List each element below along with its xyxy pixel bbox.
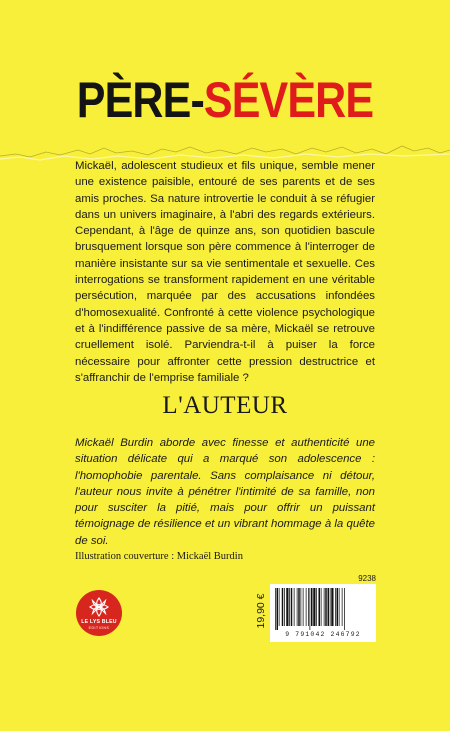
price-label	[253, 582, 269, 640]
barcode-bar	[325, 588, 327, 626]
barcode-bar	[297, 588, 298, 626]
title-part-pere: PÈRE-	[76, 72, 204, 128]
barcode-bar	[284, 588, 285, 626]
barcode-bar	[328, 588, 330, 626]
barcode-bar	[306, 588, 307, 626]
publisher-name-block	[76, 619, 122, 631]
barcode-bar	[289, 588, 290, 626]
publisher-logo	[76, 590, 122, 636]
barcode-number: 9 791042 246792	[285, 631, 361, 638]
barcode-bar	[298, 588, 300, 626]
barcode-bar	[324, 588, 325, 626]
barcode-bar	[311, 588, 313, 626]
book-title	[32, 70, 419, 130]
synopsis-text: Mickaël, adolescent studieux et fils unique, semble mener une existence paisible, entouré de ses parents et de ses amis proches. Sa nature introvertie le conduit à se réfugier dans un univers imaginaire, à l'abri des regards extérieurs. Cependant, à l'âge de quinze ans, son quotidien bascule brusquement lorsque son père commence à l'interroger de manière insistante sur sa vie sentimentale et sexuelle. Ces interrogations se transforment rapidement en une véritable persécution, marquée par des accusations infondées d'homosexualité. Confronté à cette violence psychologique et à l'indifférence passive de sa mère, Mickaël se retrouve cruellement isolé. Parviendra-t-il à puiser la force nécessaire pour affronter cette pression destructrice et s'affranchir de l'emprise familiale ?	[75, 160, 375, 384]
barcode-bar	[319, 588, 321, 626]
title-part-severe: SÉVÈRE	[203, 72, 374, 128]
barcode-bar	[344, 588, 345, 630]
barcode-bar	[313, 588, 315, 626]
illustration-credit: Illustration couverture : Mickaël Burdin	[75, 551, 243, 562]
barcode-bar	[330, 588, 331, 626]
author-heading: L'AUTEUR	[162, 392, 288, 419]
barcode-bar	[282, 588, 284, 626]
price-text: 19,90 €	[255, 593, 267, 629]
barcode-bar	[321, 588, 322, 626]
barcode-bar	[316, 588, 317, 626]
barcode-bar	[342, 588, 343, 626]
barcode-bar	[301, 588, 302, 626]
barcode-bar	[310, 588, 311, 630]
barcode-bar	[303, 588, 304, 626]
barcode-bar	[286, 588, 288, 626]
barcode	[270, 584, 376, 642]
barcode-bar	[294, 588, 295, 626]
author-bio-text: Mickaël Burdin aborde avec finesse et authenticité une situation délicate qui a marqué son adolescence : l'homophobie parentale. Sans complaisance ni détour, l'auteur nous invite à pénétrer l'intimité de sa famille, non pour susciter la pitié, mais pour offrir un puissant témoignage de résilience et un vibrant hommage à la quête de soi.	[75, 437, 375, 547]
barcode-bar	[331, 588, 333, 626]
barcode-bar	[291, 588, 293, 626]
barcode-bar	[277, 588, 279, 630]
barcode-bar	[335, 588, 336, 626]
publisher-sub: EDITIONS	[88, 626, 110, 630]
barcode-bar	[339, 588, 340, 626]
barcode-bar	[337, 588, 339, 626]
publisher-name: LE LYS BLEU	[81, 619, 117, 625]
barcode-bar	[308, 588, 309, 626]
barcode-bar	[275, 588, 276, 630]
barcode-bar	[279, 588, 280, 626]
barcode-bars	[273, 588, 373, 630]
product-code: 9238	[358, 574, 376, 583]
